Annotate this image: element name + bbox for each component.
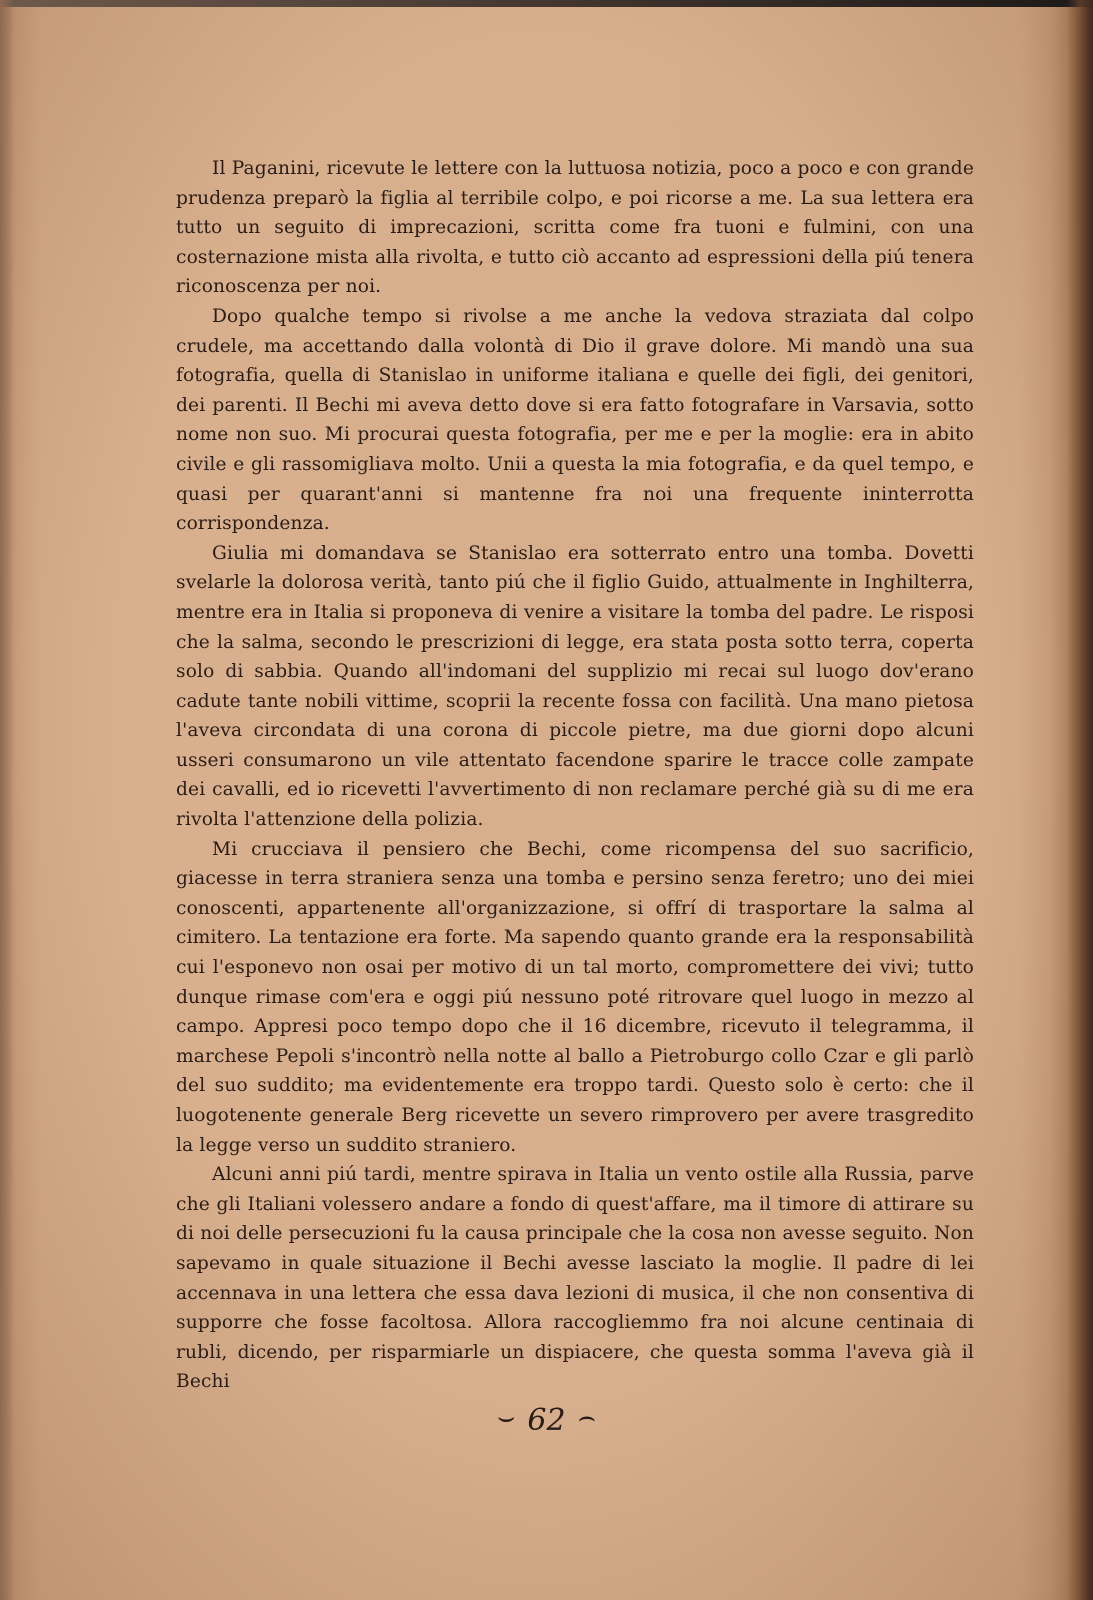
ornament-left-icon: ⌣	[496, 1400, 516, 1433]
paragraph-3: Giulia mi domandava se Stanislao era sotterrato entro una tomba. Dovetti svelarle la dolorosa verità, tanto piú che il figlio Guido, attualmente in Inghilterra, mentre era in Italia si proponeva di venire a visitare la tomba del padre. Le risposi che la salma, secondo le prescrizioni di legge, era stata posta sotto terra, coperta solo di sabbia. Quando all'indomani del supplizio mi recai sul luogo dov'erano cadute tante nobili vittime, scoprii la recente fossa con facilità. Una mano pietosa l'aveva circondata di una corona di piccole pietre, ma due giorni dopo alcuni usseri consumarono un vile attentato facendone sparire le tracce colle zampate dei cavalli, ed io ricevetti l'avvertimento di non reclamare perché già su di me era rivolta l'attenzione della polizia.	[176, 542, 974, 831]
paragraph-4: Mi crucciava il pensiero che Bechi, come ricompensa del suo sacrificio, giacesse in terra straniera senza una tomba e persino senza feretro; uno dei miei conoscenti, appartenente all'organizzazione, si offrí di trasportare la salma al cimitero. La tentazione era forte. Ma sapendo quanto grande era la responsabilità cui l'esponevo non osai per motivo di un tal morto, compromettere dei vivi; tutto dunque rimase com'era e oggi piú nessuno poté ritrovare quel luogo in mezzo al campo. Appresi poco tempo dopo che il 16 dicembre, ricevuto il telegramma, il marchese Pepoli s'incontrò nella notte al ballo a Pietroburgo collo Czar e gli parlò del suo suddito; ma evidentemente era troppo tardi. Questo solo è certo: che il luogotenente generale Berg ricevette un severo rimprovero per avere trasgredito la legge verso un suddito straniero.	[176, 838, 974, 1156]
paragraph-5: Alcuni anni piú tardi, mentre spirava in Italia un vento ostile alla Russia, parve che gli Italiani volessero andare a fondo di quest'affare, ma il timore di attirare su di noi delle persecuzioni fu la causa principale che la cosa non avesse seguito. Non sapevamo in quale situazione il Bechi avesse lasciato la moglie. Il padre di lei accennava in una lettera che essa dava lezioni di musica, il che non consentiva di supporre che fosse facoltosa. Allora raccogliemmo fra noi alcune centinaia di rubli, dicendo, per risparmiarle un dispiacere, che questa somma l'aveva già il Bechi	[176, 1164, 974, 1393]
page-number: 62	[527, 1403, 566, 1438]
page-right-edge	[1067, 0, 1093, 1600]
paragraph-2: Dopo qualche tempo si rivolse a me anche la vedova straziata dal colpo crudele, ma accettando dalla volontà di Dio il grave dolore. Mi mandò una sua fotografia, quella di Stanislao in uniforme italiana e quelle dei figli, dei genitori, dei parenti. Il Bechi mi aveva detto dove si era fatto fotografare in Varsavia, sotto nome non suo. Mi procurai questa fotografia, per me e per la moglie: era in abito civile e gli rassomigliava molto. Unii a questa la mia fotografia, e da quel tempo, e quasi per quarant'anni si mantenne fra noi una frequente ininterrotta corrispondenza.	[176, 305, 974, 535]
page-number-footer	[0, 1400, 1093, 1438]
page-top-edge	[0, 0, 1093, 7]
paragraph-1: Il Paganini, ricevute le lettere con la luttuosa notizia, poco a poco e con grande prudenza preparò la figlia al terribile colpo, e poi ricorse a me. La sua lettera era tutto un seguito di imprecazioni, scritta come fra tuoni e fulmini, con una costernazione mista alla rivolta, e tutto ciò accanto ad espressioni della piú tenera riconoscenza per noi.	[176, 158, 974, 298]
page-left-edge	[0, 0, 14, 1600]
ornament-right-icon: ⌢	[577, 1400, 597, 1433]
body-text	[176, 154, 974, 1397]
